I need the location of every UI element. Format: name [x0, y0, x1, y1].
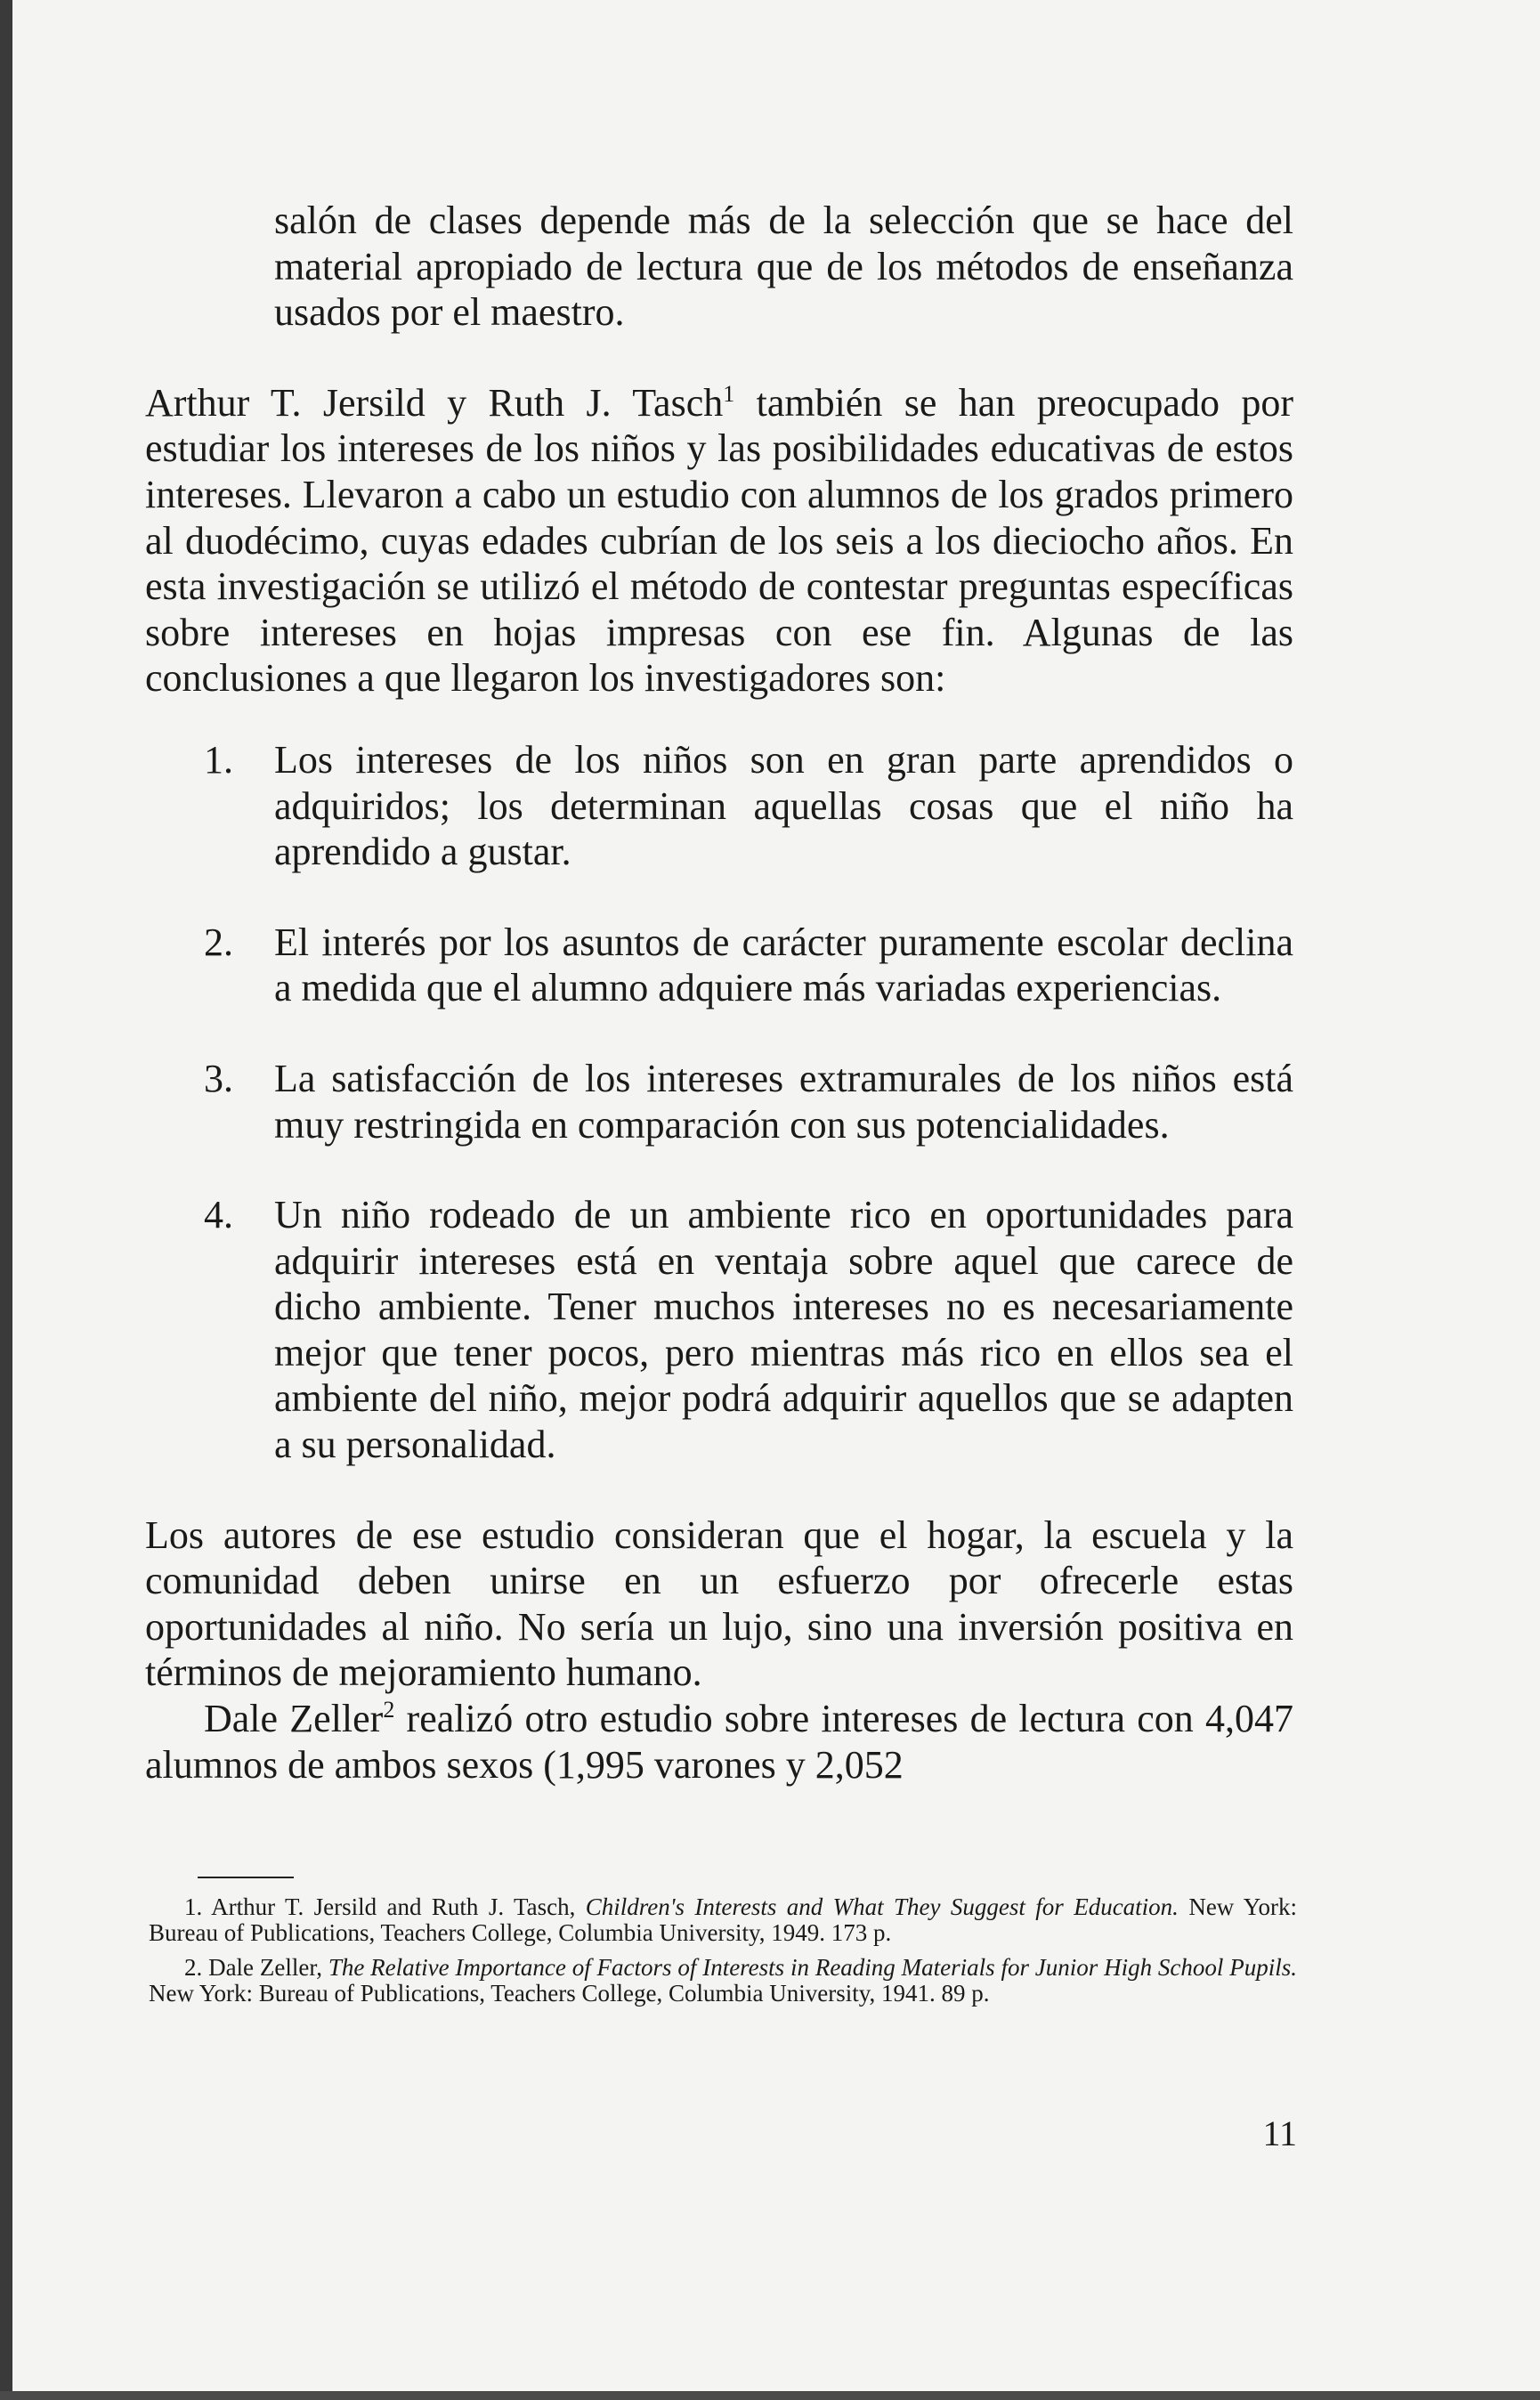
footnote-title: Children's Interests and What They Suggest for Education.: [585, 1893, 1179, 1920]
footnote-rest: New York: Bureau of Publications, Teachers College, Columbia University, 1949. 173 p.: [149, 1893, 1297, 1946]
footnote-lead: 2. Dale Zeller,: [184, 1954, 328, 1981]
footnote-lead: 1. Arthur T. Jersild and Ruth J. Tasch,: [184, 1893, 586, 1920]
footnote-divider: [198, 1877, 294, 1878]
list-number: 2.: [204, 920, 233, 964]
conclusions-list: [145, 737, 1293, 1468]
body-text: [145, 198, 1293, 1788]
continued-paragraph: salón de clases depende más de la selección que se hace del material apropiado de lectura que de los métodos de enseñanza usados por el maestro.: [274, 199, 1293, 335]
footnote-ref-2: 2: [383, 1697, 395, 1723]
list-item: [145, 1056, 1293, 1147]
paragraph-text: realizó otro estudio sobre intereses de lectura con 4,047 alumnos de ambos sexos (1,995 varones y 2,052: [145, 1697, 1293, 1787]
footnote-1: [149, 1894, 1297, 1946]
list-item: [145, 737, 1293, 875]
footnote-title: The Relative Importance of Factors of Interests in Reading Materials for Junior High School Pupils.: [328, 1954, 1298, 1981]
footnote-ref-1: 1: [723, 380, 735, 407]
footnotes: [149, 1894, 1297, 2015]
footnote-2: [149, 1955, 1297, 2007]
page-number: 11: [1262, 2113, 1297, 2153]
list-text: Un niño rodeado de un ambiente rico en oportunidades para adquirir intereses está en ventaja sobre aquel que carece de dicho ambiente. Tener muchos intereses no es necesariamente mejor que tener pocos, pero mientras más rico en ellos sea el ambiente del niño, mejor podrá adquirir aquellos que se adapten a su personalidad.: [274, 1193, 1293, 1467]
footnote-rest: New York: Bureau of Publications, Teachers College, Columbia University, 1941. 89 p.: [149, 1980, 990, 2007]
list-text: La satisfacción de los intereses extramurales de los niños está muy restringida en comparación con sus potencialidades.: [274, 1056, 1293, 1147]
list-number: 1.: [204, 737, 233, 782]
paragraph-jersild-tasch: [145, 380, 1293, 701]
list-item: [145, 920, 1293, 1011]
list-item: [145, 1192, 1293, 1468]
list-number: 3.: [204, 1056, 233, 1100]
list-number: 4.: [204, 1193, 233, 1237]
paragraph-text: también se han preocupado por estudiar los intereses de los niños y las posibilidades educativas de estos intereses. Llevaron a cabo un estudio con alumnos de los grados primero al duodécimo, cuyas edades cubrían de los seis a los dieciocho años. En esta investigación se utilizó el método de contestar preguntas específicas sobre intereses en hojas impresas con ese fin. Algunas de las conclusiones a que llegaron los investigadores son:: [145, 380, 1293, 701]
page-bottom-edge: [0, 2391, 1540, 2400]
paragraph-lead: Dale Zeller: [204, 1697, 384, 1741]
paragraph-lead: Arthur T. Jersild y Ruth J. Tasch: [145, 380, 724, 425]
paragraph-zeller: [145, 1696, 1293, 1788]
paragraph-authors: Los autores de ese estudio consideran que el hogar, la escuela y la comunidad deben unirse en un esfuerzo por ofrecerle estas oportunidades al niño. No sería un lujo, sino una inversión positiva en términos de mejoramiento humano.: [145, 1512, 1293, 1695]
list-text: Los intereses de los niños son en gran parte aprendidos o adquiridos; los determinan aquellas cosas que el niño ha aprendido a gustar.: [274, 737, 1293, 874]
list-text: El interés por los asuntos de carácter puramente escolar declina a medida que el alumno adquiere más variadas experiencias.: [274, 920, 1293, 1010]
page-left-edge: [0, 0, 12, 2400]
